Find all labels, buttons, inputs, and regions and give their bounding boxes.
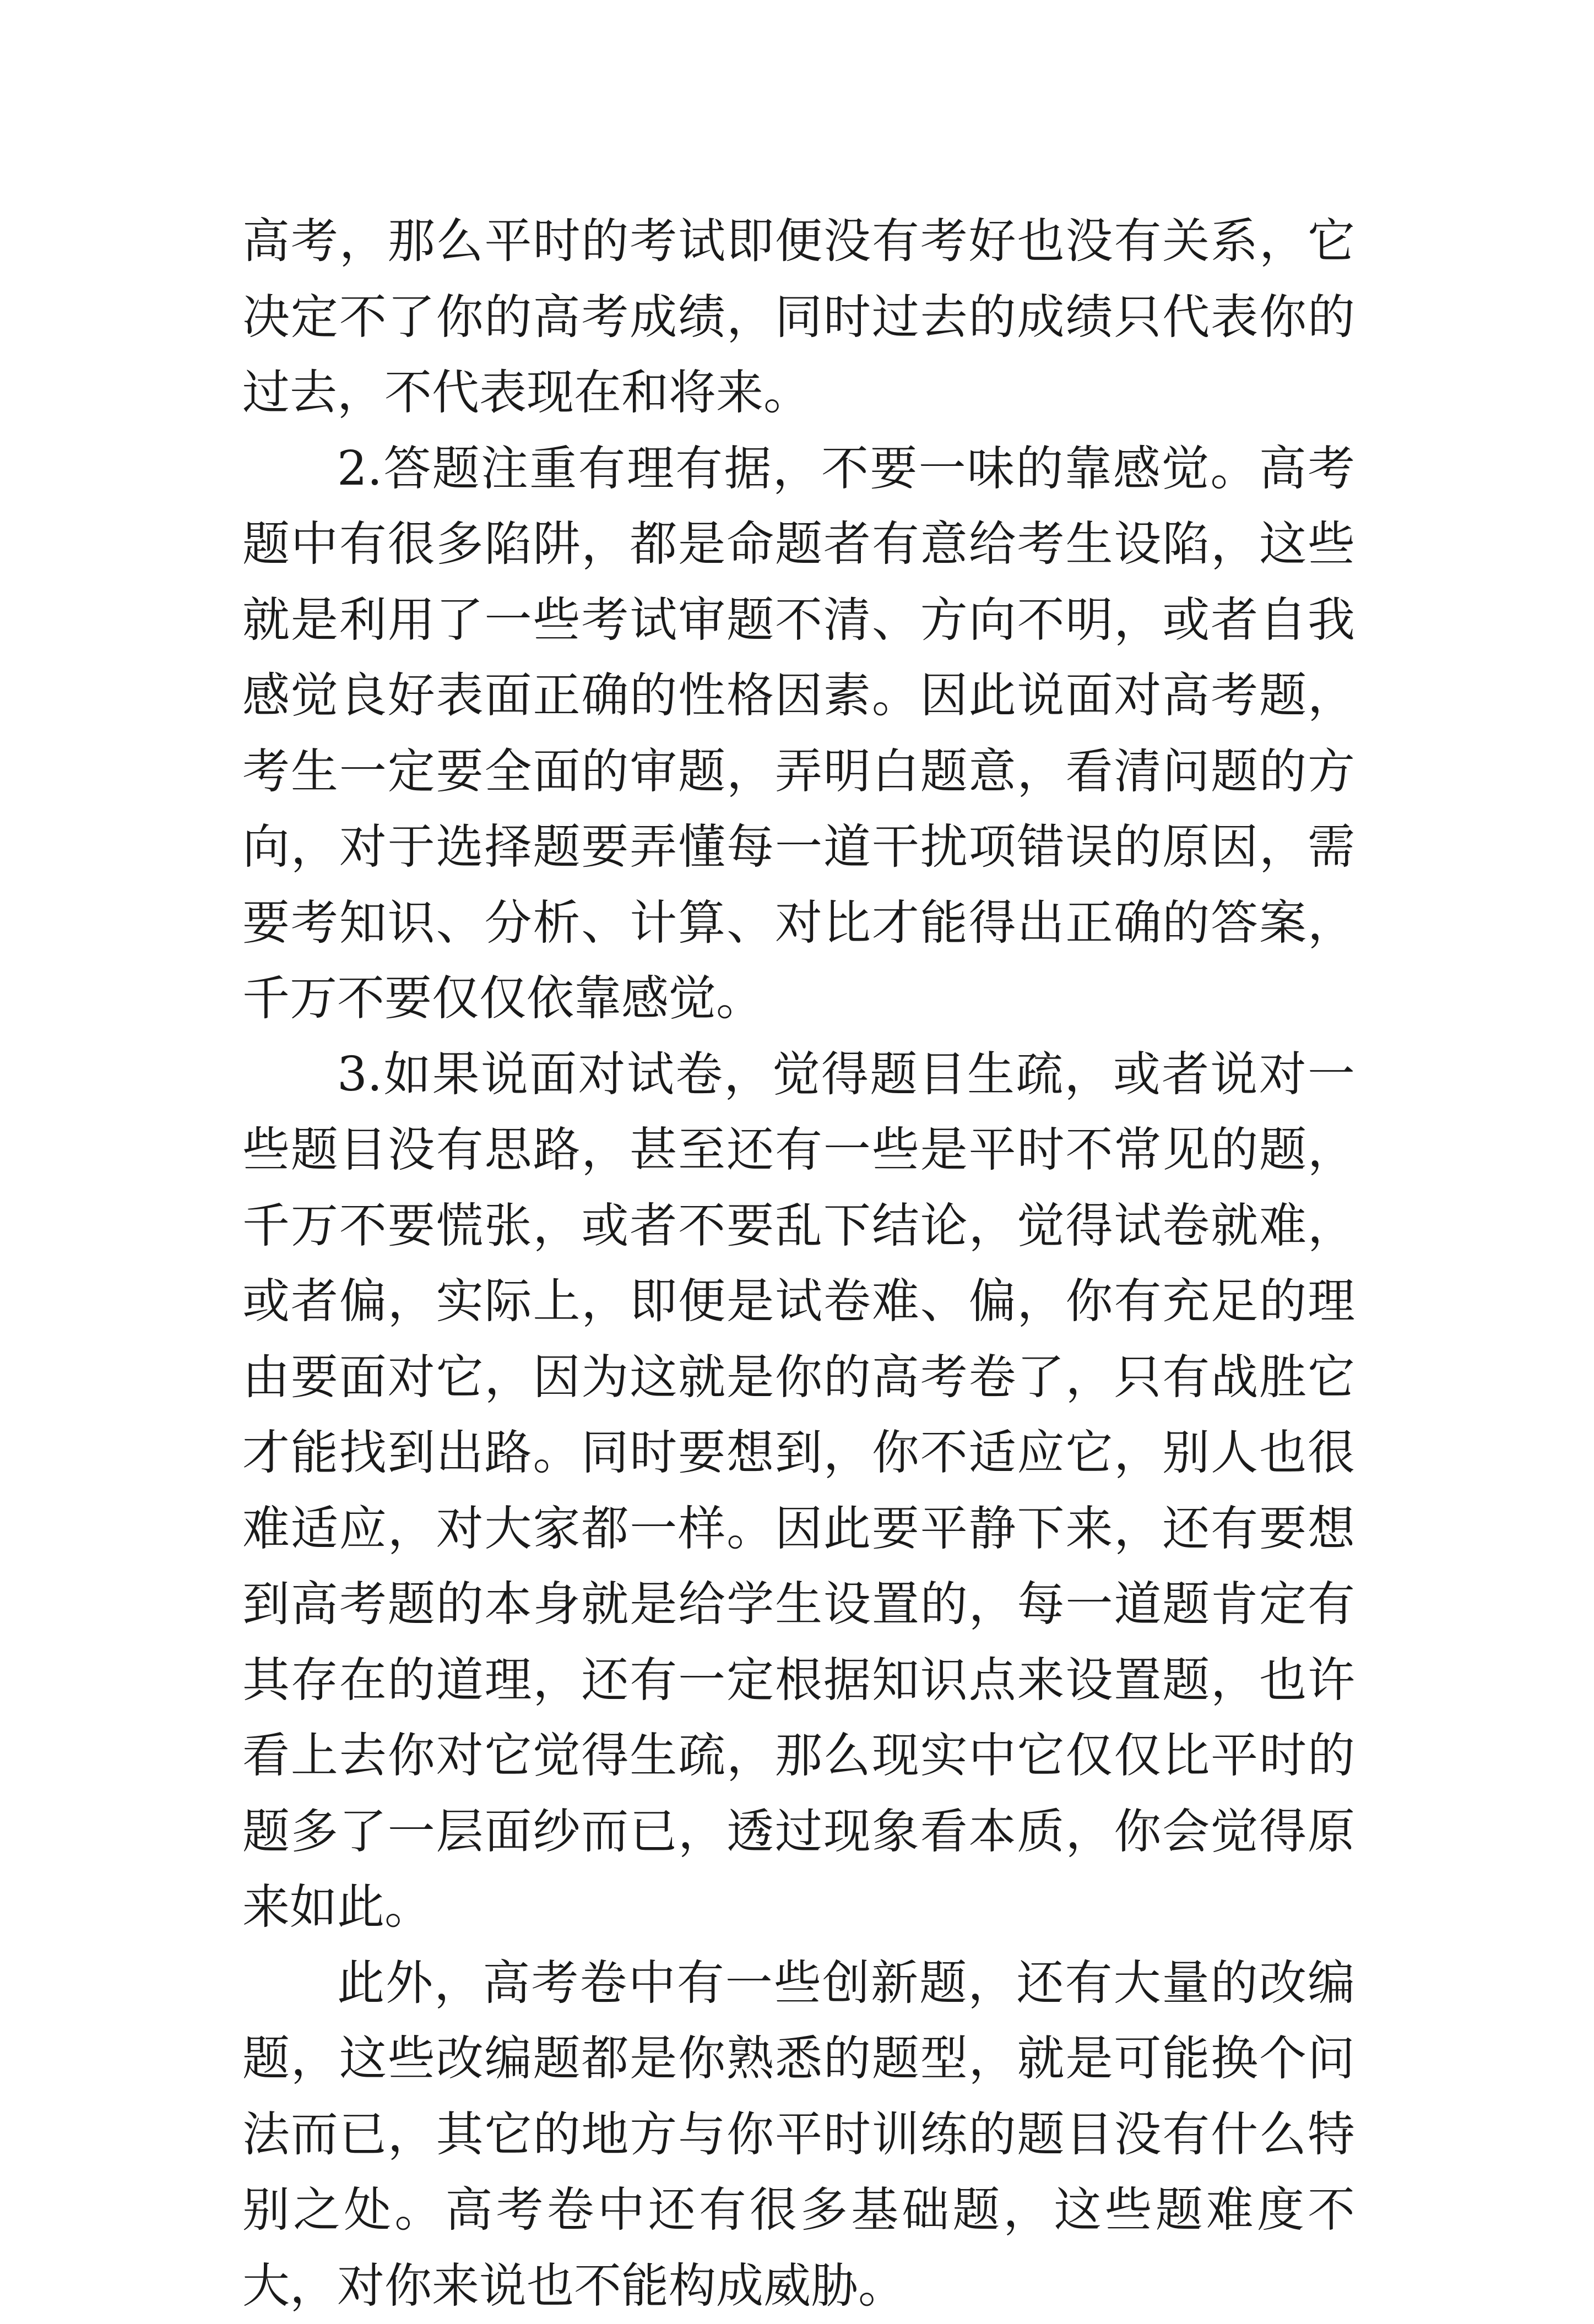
paragraph-2: 2.答题注重有理有据，不要一味的靠感觉。高考题中有很多陷阱，都是命题者有意给考生设陷，这些就是利用了一些考试审题不清、方向不明，或者自我感觉良好表面正确的性格因素。因此说面对高考题，考生一定要全面的审题，弄明白题意，看清问题的方向，对于选择题要弄懂每一道干扰项错误的原因，需要考知识、分析、计算、对比才能得出正确的答案，千万不要仅仅依靠感觉。 xyxy=(242,431,1355,1037)
document-body xyxy=(242,204,1355,2324)
paragraph-3: 3.如果说面对试卷，觉得题目生疏，或者说对一些题目没有思路，甚至还有一些是平时不常见的题，千万不要慌张，或者不要乱下结论，觉得试卷就难，或者偏，实际上，即便是试卷难、偏，你有充足的理由要面对它，因为这就是你的高考卷了，只有战胜它才能找到出路。同时要想到，你不适应它，别人也很难适应，对大家都一样。因此要平静下来，还有要想到高考题的本身就是给学生设置的，每一道题肯定有其存在的道理，还有一定根据知识点来设置题，也许看上去你对它觉得生疏，那么现实中它仅仅比平时的题多了一层面纱而已，透过现象看本质，你会觉得原来如此。 xyxy=(242,1037,1355,1946)
paragraph-1: 高考，那么平时的考试即便没有考好也没有关系，它决定不了你的高考成绩，同时过去的成绩只代表你的过去，不代表现在和将来。 xyxy=(242,204,1355,431)
paragraph-4: 此外，高考卷中有一些创新题，还有大量的改编题，这些改编题都是你熟悉的题型，就是可能换个问法而已，其它的地方与你平时训练的题目没有什么特别之处。高考卷中还有很多基础题，这些题难度不大，对你来说也不能构成威胁。 xyxy=(242,1946,1355,2324)
